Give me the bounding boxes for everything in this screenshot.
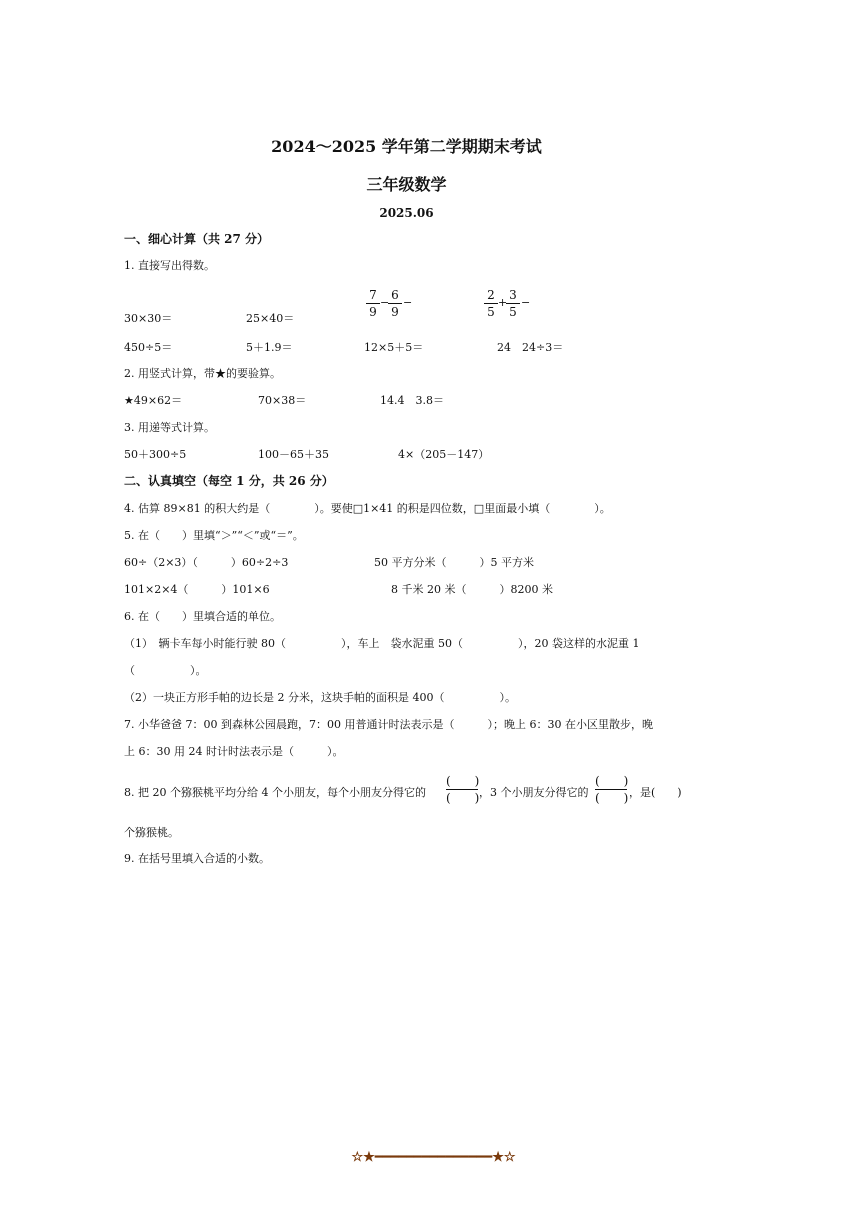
fraction <box>366 288 380 319</box>
exam-title: 2024～2025 学年第二学期期末考试 <box>271 137 542 156</box>
q7-line: 7. 小华爸爸 7：00 到森林公园晨跑，7：00 用普通计时法表示是（ ）；晚上 6：30 在小区里散步，晚 <box>124 718 653 731</box>
q1-item: 24 24÷3＝ <box>497 341 564 354</box>
numerator: 6 <box>391 288 399 302</box>
q2-item: ★49×62＝ <box>124 394 183 407</box>
q5-prompt: 5. 在（ ）里填“＞”“＜”或“＝”。 <box>124 529 304 542</box>
q6-line: （2）一块正方形手帕的边长是 2 分米，这块手帕的面积是 400（ ）。 <box>124 691 516 704</box>
numerator: 3 <box>509 288 517 302</box>
blank-denominator: ( ) <box>595 791 629 805</box>
q1-item: 25×40＝ <box>246 312 295 325</box>
q3-prompt: 3. 用递等式计算。 <box>124 421 215 434</box>
blank-numerator: ( ) <box>446 774 480 788</box>
denominator: 5 <box>487 305 495 319</box>
blank-denominator: ( ) <box>446 791 480 805</box>
fraction <box>506 288 520 319</box>
q9-text: 9. 在括号里填入合适的小数。 <box>124 852 270 865</box>
q1-item: 12×5＋5＝ <box>364 341 424 354</box>
fraction <box>388 288 402 319</box>
q1-item: 5＋1.9＝ <box>246 341 293 354</box>
operator: − <box>403 296 413 309</box>
q1-item: 30×30＝ <box>124 312 173 325</box>
denominator: 9 <box>369 305 377 319</box>
q8-text: 8. 把 20 个猕猴桃平均分给 4 个小朋友，每个小朋友分得它的 <box>124 786 426 799</box>
q1-item: 450÷5＝ <box>124 341 173 354</box>
q5-item: 8 千米 20 米（ ）8200 米 <box>391 583 553 596</box>
denominator: 9 <box>391 305 399 319</box>
q6-prompt: 6. 在（ ）里填合适的单位。 <box>124 610 281 623</box>
blank-fraction <box>446 773 478 806</box>
blank-fraction <box>595 773 627 806</box>
footer-decoration: ☆★━━━━━━━━━━━━━━━★☆ <box>351 1150 516 1165</box>
q7-line: 上 6：30 用 24 时计时法表示是（ ）。 <box>124 745 344 758</box>
q4-text: 4. 估算 89×81 的积大约是（ ）。要使□1×41 的积是四位数，□里面最小填（ ）。 <box>124 502 611 515</box>
operator: − <box>521 296 531 309</box>
exam-subtitle: 三年级数学 <box>366 175 447 194</box>
fraction <box>484 288 498 319</box>
q3-item: 4×（205－147） <box>398 448 490 461</box>
q2-prompt: 2. 用竖式计算，带★的要验算。 <box>124 367 281 380</box>
q8-text: ，是( ) <box>629 786 682 799</box>
q2-item: 14.4 3.8＝ <box>380 394 444 407</box>
numerator: 7 <box>369 288 377 302</box>
section1-heading: 一、细心计算（共 27 分） <box>124 232 270 246</box>
blank-numerator: ( ) <box>595 774 629 788</box>
q8-text: ，3 个小朋友分得它的 <box>479 786 589 799</box>
exam-date: 2025.06 <box>379 206 434 220</box>
q5-item: 60÷（2×3）（ ）60÷2÷3 <box>124 556 289 569</box>
operator: + <box>498 296 508 309</box>
q5-item: 101×2×4（ ）101×6 <box>124 583 270 596</box>
section2-heading: 二、认真填空（每空 1 分，共 26 分） <box>124 474 334 488</box>
q3-item: 100－65＋35 <box>258 448 329 461</box>
numerator: 2 <box>487 288 495 302</box>
q6-line: （1） 辆卡车每小时能行驶 80（ ），车上 袋水泥重 50（ ），20 袋这样的水泥重 1 <box>124 637 640 650</box>
q6-line: （ ）。 <box>124 664 207 677</box>
q5-item: 50 平方分米（ ）5 平方米 <box>374 556 534 569</box>
q8-line: 个猕猴桃。 <box>124 826 179 839</box>
q2-item: 70×38＝ <box>258 394 307 407</box>
operator: − <box>380 296 390 309</box>
q1-prompt: 1. 直接写出得数。 <box>124 259 215 272</box>
denominator: 5 <box>509 305 517 319</box>
q3-item: 50＋300÷5 <box>124 448 187 461</box>
